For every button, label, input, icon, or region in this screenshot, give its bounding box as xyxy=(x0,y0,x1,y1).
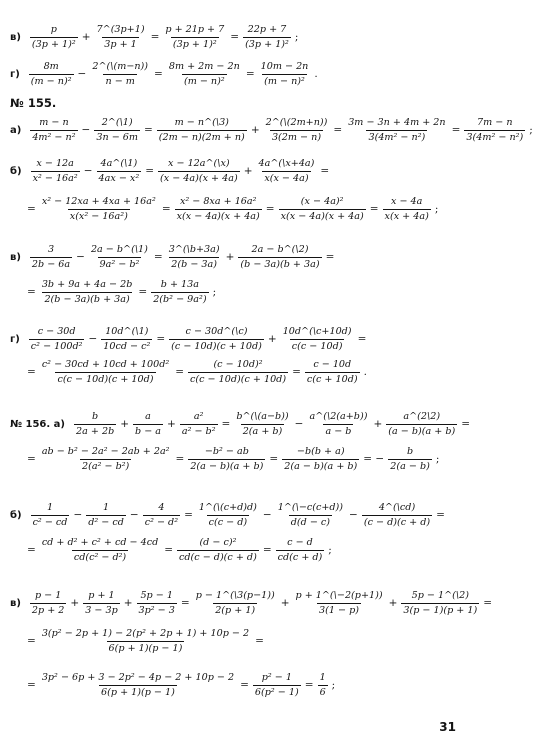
operator: ; xyxy=(212,286,217,298)
operator: = xyxy=(180,597,190,609)
denominator: 3(p − 1)(p + 1) xyxy=(403,604,478,616)
denominator: 3(4m² − n²) xyxy=(466,131,524,143)
operator: = xyxy=(240,679,249,691)
fraction xyxy=(151,279,208,306)
fraction xyxy=(90,61,150,88)
operator: = xyxy=(325,251,335,263)
fraction xyxy=(157,117,247,144)
operator: = xyxy=(138,286,148,298)
equation-continuation xyxy=(0,273,466,311)
denominator: 2(b² − 9a²) xyxy=(153,293,207,305)
denominator: (b − 3a)(b + 3a) xyxy=(240,258,320,270)
numerator: p − 1^(\3(p−1)) xyxy=(195,589,275,601)
fraction xyxy=(464,117,525,144)
denominator: c(c − 10d)(c + 10d) xyxy=(190,373,287,385)
fraction xyxy=(177,537,259,564)
operator: = xyxy=(27,679,36,691)
denominator: c(c + 10d) xyxy=(306,373,358,385)
equation-line xyxy=(0,55,466,93)
operator: = xyxy=(269,453,279,465)
denominator: 10cd − c² xyxy=(103,340,151,352)
numerator: 2a − b^(\2) xyxy=(251,243,309,255)
item-label: г) xyxy=(10,68,20,80)
denominator: (3p + 1)² xyxy=(245,38,289,50)
numerator: 7^(3p+1) xyxy=(96,23,145,35)
denominator: 4ax − x² xyxy=(98,172,140,184)
fraction xyxy=(31,502,70,529)
fraction xyxy=(94,117,140,144)
denominator: (c − 10d)(c + 10d) xyxy=(171,340,262,352)
numerator: 4^(\cd) xyxy=(378,501,416,513)
fraction xyxy=(40,628,251,655)
numerator: −b(b + a) xyxy=(296,445,345,457)
numerator: c − 30d^(\c) xyxy=(185,325,248,337)
fraction xyxy=(188,359,288,386)
fraction xyxy=(83,590,120,617)
fraction xyxy=(307,411,369,438)
operator: = xyxy=(369,203,379,215)
denominator: cd(c − d)(c + d) xyxy=(179,551,257,563)
operator: = xyxy=(175,453,185,465)
numerator: c² − 30cd + 10cd + 100d² xyxy=(41,358,170,370)
denominator: c(c − d) xyxy=(208,516,248,528)
numerator: c − 30d xyxy=(37,325,76,337)
denominator: (m − n)² xyxy=(264,75,305,87)
denominator: 2(b − 3a)(b + 3a) xyxy=(44,293,130,305)
denominator: (a − b)(a + b) xyxy=(388,425,456,437)
fraction xyxy=(40,537,160,564)
denominator: x(x² − 16a²) xyxy=(69,210,128,222)
operator: + xyxy=(70,597,80,609)
operator: + xyxy=(120,418,130,430)
denominator: d(d − c) xyxy=(290,516,331,528)
numerator: 5p − 1^(\2) xyxy=(411,589,469,601)
operator: ; xyxy=(434,203,439,215)
fraction xyxy=(169,326,264,353)
equation-line xyxy=(0,238,466,276)
numerator: a² xyxy=(193,410,204,422)
numerator: 5p − 1 xyxy=(140,589,173,601)
fraction xyxy=(30,244,72,271)
numerator: p xyxy=(50,23,57,35)
denominator: c² − cd xyxy=(32,516,68,528)
denominator: 2(p + 1) xyxy=(215,604,256,616)
denominator: 4m² − n² xyxy=(32,131,76,143)
numerator: 3^(\b+3a) xyxy=(168,243,220,255)
operator: = xyxy=(154,68,163,80)
fraction xyxy=(294,590,385,617)
operator: = xyxy=(320,165,330,177)
denominator: x² − 16a² xyxy=(32,172,78,184)
fraction xyxy=(194,590,277,617)
fraction xyxy=(40,196,158,223)
fraction xyxy=(281,326,354,353)
denominator: (2m − n)(2m + n) xyxy=(158,131,245,143)
operator: ; xyxy=(294,31,299,43)
numerator: 4a^(\x+4a) xyxy=(258,157,315,169)
numerator: (x − 4a)² xyxy=(300,195,344,207)
item-label: б) xyxy=(10,165,22,177)
operator: − xyxy=(77,68,87,80)
item-label: № 156. а) xyxy=(10,418,65,430)
denominator: 3(2m − n) xyxy=(271,131,322,143)
numerator: b^(\(a−b)) xyxy=(236,410,289,422)
denominator: 3(4m² − n²) xyxy=(368,131,426,143)
operator: = xyxy=(245,68,255,80)
operator: = xyxy=(175,366,184,378)
operator: . xyxy=(363,366,367,378)
denominator: 2(a − b)(a + b) xyxy=(284,460,358,472)
fraction xyxy=(388,446,432,473)
denominator: 6 xyxy=(319,686,326,698)
exercise-number: № 155. xyxy=(10,96,57,110)
fraction xyxy=(188,446,265,473)
numerator: 8m xyxy=(43,60,59,72)
denominator: x(x − 4a)(x + 4a) xyxy=(176,210,260,222)
operator: − xyxy=(73,509,83,521)
fraction xyxy=(40,359,171,386)
numerator: p + 21p + 7 xyxy=(165,23,225,35)
operator: ; xyxy=(435,453,440,465)
numerator: 10d^(\c+10d) xyxy=(282,325,352,337)
operator: = xyxy=(265,203,275,215)
equation-continuation xyxy=(0,190,466,228)
numerator: 8m + 2m − 2n xyxy=(168,60,240,72)
operator: = xyxy=(143,124,153,136)
operator: + xyxy=(373,418,383,430)
numerator: 2^(\(m−n)) xyxy=(92,60,149,72)
operator: + xyxy=(280,597,290,609)
numerator: b + 13a xyxy=(160,278,199,290)
operator: + xyxy=(388,597,398,609)
operator: = xyxy=(357,333,367,345)
denominator: 2b − 6a xyxy=(31,258,71,270)
equation-line xyxy=(0,18,466,56)
numerator: ab − b² − 2a² − 2ab + 2a² xyxy=(41,445,170,457)
operator: − xyxy=(262,509,272,521)
denominator: 2p + 2 xyxy=(31,604,65,616)
fraction xyxy=(257,158,317,185)
numerator: 1^(\−c(c+d)) xyxy=(277,501,344,513)
numerator: 3(p² − 2p + 1) − 2(p² + 2p + 1) + 10p − 2 xyxy=(41,627,250,639)
numerator: x − 4a xyxy=(391,195,423,207)
denominator: 3(1 − p) xyxy=(319,604,360,616)
operator: − xyxy=(88,333,98,345)
fraction xyxy=(238,244,321,271)
denominator: 9a² − b² xyxy=(99,258,140,270)
fraction xyxy=(30,590,67,617)
numerator: x² − 12xa + 4xa + 16a² xyxy=(41,195,156,207)
equation-continuation xyxy=(0,353,466,391)
fraction xyxy=(197,502,259,529)
operator: = xyxy=(184,509,193,521)
fraction xyxy=(401,590,479,617)
operator: − xyxy=(129,509,139,521)
denominator: d² − cd xyxy=(88,516,124,528)
fraction xyxy=(167,244,222,271)
numerator: p² − 1 xyxy=(261,671,292,683)
operator: = xyxy=(27,635,36,647)
numerator: p + 1 xyxy=(88,589,115,601)
numerator: 2^(\(2m+n)) xyxy=(265,116,328,128)
operator: = xyxy=(451,124,461,136)
numerator: 7m − n xyxy=(477,116,513,128)
denominator: b − a xyxy=(135,425,162,437)
operator: = xyxy=(27,453,36,465)
fraction xyxy=(31,158,80,185)
operator: = xyxy=(221,418,231,430)
operator: = xyxy=(27,366,36,378)
numerator: 2a − b^(\1) xyxy=(90,243,148,255)
denominator: (3p + 1)² xyxy=(31,38,76,50)
fraction xyxy=(175,196,262,223)
item-label: г) xyxy=(10,333,20,345)
denominator: (3p + 1)² xyxy=(172,38,217,50)
numerator: 10d^(\1) xyxy=(105,325,149,337)
denominator: x(x − 4a)(x + 4a) xyxy=(280,210,364,222)
numerator: a xyxy=(145,410,151,422)
fraction xyxy=(40,672,236,699)
equation-line xyxy=(0,405,471,443)
operator: = xyxy=(27,544,36,556)
operator: = xyxy=(292,366,301,378)
operator: ; xyxy=(331,679,336,691)
denominator: cd(c² − d²) xyxy=(73,551,127,563)
equation-line xyxy=(0,584,493,622)
fraction xyxy=(97,158,142,185)
fraction xyxy=(362,502,432,529)
item-label: в) xyxy=(10,251,21,263)
operator: + xyxy=(167,418,176,430)
operator: = xyxy=(164,544,174,556)
fraction xyxy=(133,411,163,438)
numerator: 4a^(\1) xyxy=(100,157,138,169)
numerator: 3b + 9a + 4a − 2b xyxy=(41,278,133,290)
numerator: x² − 8xa + 16a² xyxy=(179,195,257,207)
fraction xyxy=(167,61,242,88)
denominator: c² − 100d² xyxy=(30,340,83,352)
fraction xyxy=(86,502,126,529)
denominator: 3p + 1 xyxy=(104,38,137,50)
operator: + xyxy=(225,251,235,263)
operator: = xyxy=(262,544,272,556)
operator: = xyxy=(255,635,264,647)
numerator: 22p + 7 xyxy=(247,23,287,35)
operator: ; xyxy=(328,544,332,556)
operator: + xyxy=(81,31,91,43)
numerator: b xyxy=(92,410,99,422)
denominator: (c − d)(c + d) xyxy=(363,516,431,528)
numerator: 1 xyxy=(103,501,110,513)
denominator: 2(a + b) xyxy=(242,425,283,437)
denominator: c(c − 10d)(c + 10d) xyxy=(57,373,154,385)
numerator: (c − 10d)² xyxy=(213,358,263,370)
equation-continuation xyxy=(0,622,466,660)
fraction xyxy=(158,158,240,185)
fraction xyxy=(279,196,366,223)
numerator: m − n^(\3) xyxy=(174,116,229,128)
fraction xyxy=(305,359,360,386)
fraction xyxy=(386,411,457,438)
fraction xyxy=(30,117,77,144)
operator: = xyxy=(153,251,163,263)
fraction xyxy=(89,244,150,271)
numerator: a^(2\2) xyxy=(403,410,441,422)
numerator: 1^(\(c+d)d) xyxy=(198,501,257,513)
operator: + xyxy=(267,333,277,345)
fraction xyxy=(29,61,74,88)
fraction xyxy=(40,446,172,473)
numerator: x − 12a^(\x) xyxy=(168,157,230,169)
denominator: (x − 4a)(x + 4a) xyxy=(160,172,238,184)
fraction xyxy=(383,196,431,223)
equation-line xyxy=(0,152,466,190)
numerator: 4 xyxy=(158,501,165,513)
fraction xyxy=(346,117,447,144)
operator: − xyxy=(76,251,85,263)
denominator: 6(p² − 1) xyxy=(254,686,299,698)
equation-continuation xyxy=(0,440,466,478)
operator: + xyxy=(250,124,260,136)
numerator: 3 xyxy=(47,243,55,255)
fraction xyxy=(234,411,290,438)
fraction xyxy=(253,672,301,699)
fraction xyxy=(264,117,330,144)
fraction xyxy=(29,326,85,353)
numerator: 3m − 3n + 4m + 2n xyxy=(348,116,446,128)
operator: − xyxy=(81,124,91,136)
numerator: 2^(\1) xyxy=(101,116,133,128)
numerator: b xyxy=(406,445,414,457)
operator: = xyxy=(483,597,493,609)
numerator: c − 10d xyxy=(313,358,352,370)
numerator: p − 1 xyxy=(34,589,62,601)
operator: ; xyxy=(529,124,533,136)
operator: . xyxy=(314,68,318,80)
item-label: в) xyxy=(10,597,21,609)
operator: = − xyxy=(363,453,385,465)
numerator: a^(\2(a+b)) xyxy=(309,410,368,422)
operator: = xyxy=(461,418,471,430)
operator: − xyxy=(349,509,358,521)
equation-line xyxy=(0,496,466,534)
denominator: a² − b² xyxy=(181,425,216,437)
item-label: б) xyxy=(10,509,22,521)
fraction xyxy=(74,411,116,438)
denominator: 6(p + 1)(p − 1) xyxy=(108,642,183,654)
denominator: 2(a² − b²) xyxy=(82,460,130,472)
denominator: 6(p + 1)(p − 1) xyxy=(101,686,175,698)
numerator: p + 1^(\−2(p+1)) xyxy=(295,589,383,601)
fraction xyxy=(276,537,325,564)
denominator: 2(b − 3a) xyxy=(171,258,217,270)
numerator: 1 xyxy=(46,501,54,513)
operator: + xyxy=(243,165,253,177)
denominator: n − m xyxy=(105,75,135,87)
numerator: 10m − 2n xyxy=(260,60,309,72)
denominator: c(c − 10d) xyxy=(291,340,343,352)
operator: = xyxy=(156,333,166,345)
numerator: 3p² − 6p + 3 − 2p² − 4p − 2 + 10p − 2 xyxy=(41,671,235,683)
operator: − xyxy=(83,165,93,177)
denominator: 2(a − b)(a + b) xyxy=(190,460,264,472)
denominator: (m − n)² xyxy=(30,75,72,87)
equation-continuation xyxy=(0,531,466,569)
fraction xyxy=(259,61,311,88)
fraction xyxy=(243,24,291,51)
numerator: cd + d² + c² + cd − 4cd xyxy=(41,536,159,548)
operator: = xyxy=(230,31,240,43)
numerator: m − n xyxy=(39,116,69,128)
fraction xyxy=(30,24,78,51)
denominator: 3p² − 3 xyxy=(138,604,175,616)
denominator: x(x − 4a) xyxy=(264,172,309,184)
denominator: (m − n)² xyxy=(183,75,225,87)
numerator: c − d xyxy=(287,536,313,548)
item-label: а) xyxy=(10,124,22,136)
numerator: x − 12a xyxy=(36,157,74,169)
fraction xyxy=(101,326,152,353)
operator: = xyxy=(27,286,36,298)
item-label: в) xyxy=(10,31,21,43)
equation-continuation xyxy=(0,666,466,704)
numerator: −b² − ab xyxy=(204,445,249,457)
denominator: c² − d² xyxy=(144,516,179,528)
fraction xyxy=(95,24,147,51)
denominator: 2a + 2b xyxy=(76,425,115,437)
fraction xyxy=(40,279,135,306)
fraction xyxy=(137,590,177,617)
denominator: x(x + 4a) xyxy=(384,210,429,222)
operator: = xyxy=(27,203,36,215)
denominator: 3 − 3p xyxy=(85,604,118,616)
fraction xyxy=(318,672,328,699)
operator: − xyxy=(294,418,304,430)
page-number: 31 xyxy=(439,720,456,734)
operator: + xyxy=(123,597,133,609)
numerator: 1 xyxy=(319,671,326,683)
fraction xyxy=(282,446,359,473)
denominator: a − b xyxy=(325,425,352,437)
fraction xyxy=(276,502,345,529)
operator: = xyxy=(304,679,314,691)
fraction xyxy=(143,502,180,529)
denominator: 2(a − b) xyxy=(390,460,430,472)
fraction xyxy=(163,24,226,51)
denominator: 3n − 6m xyxy=(96,131,138,143)
operator: = xyxy=(145,165,154,177)
numerator: (d − c)² xyxy=(199,536,237,548)
equation-line xyxy=(0,111,533,149)
fraction xyxy=(180,411,218,438)
operator: = xyxy=(150,31,160,43)
operator: = xyxy=(436,509,445,521)
operator: = xyxy=(161,203,171,215)
operator: = xyxy=(333,124,343,136)
denominator: cd(c + d) xyxy=(277,551,323,563)
